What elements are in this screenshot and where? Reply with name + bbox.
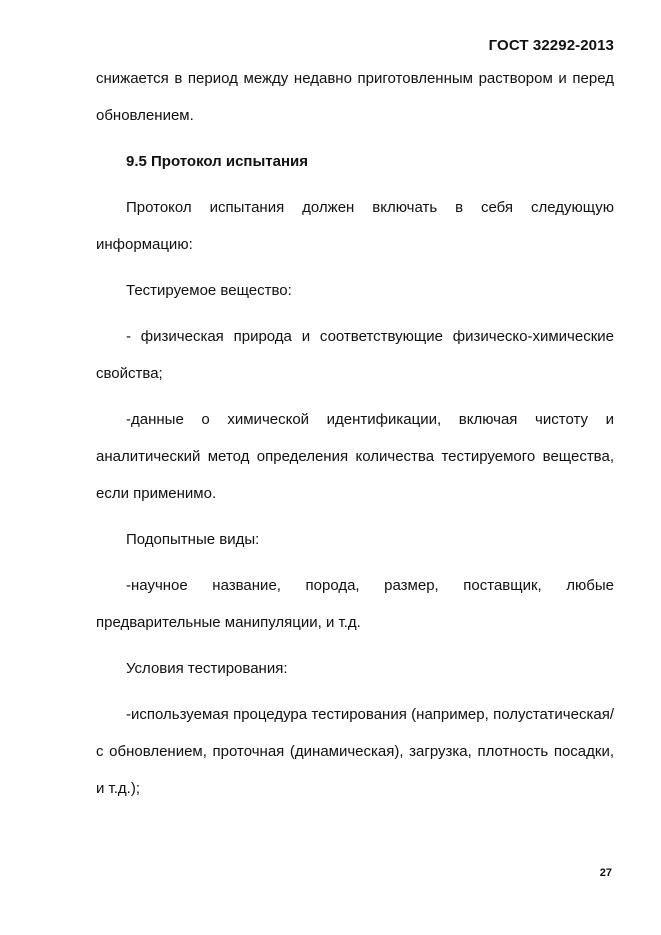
paragraph-continuation: снижается в период между недавно приготовленным раствором и перед обновлением. (96, 70, 614, 124)
paragraph-conditions-item-1: -используемая процедура тестирования (например, полустатическая/с обновлением, проточная (динамическая), загрузка, плотность посадки, и т.д.); (96, 706, 614, 797)
paragraph-substance-item-1: - физическая природа и соответствующие физическо-химические свойства; (96, 328, 614, 382)
paragraph-species-item-1: -научное название, порода, размер, поставщик, любые предварительные манипуляции, и т.д. (96, 577, 614, 631)
paragraph-intro: Протокол испытания должен включать в себя следующую информацию: (96, 199, 614, 253)
paragraph-substance-item-2: -данные о химической идентификации, включая чистоту и аналитический метод определения количества тестируемого вещества, если применимо. (96, 411, 614, 502)
page-number: 27 (599, 867, 612, 879)
paragraph-species-title: Подопытные виды: (126, 531, 260, 548)
document-header-id: ГОСТ 32292-2013 (488, 37, 614, 54)
document-body (96, 60, 614, 816)
paragraph-conditions-title: Условия тестирования: (126, 660, 288, 677)
section-heading: 9.5 Протокол испытания (126, 153, 309, 170)
paragraph-substance-title: Тестируемое вещество: (126, 282, 292, 299)
